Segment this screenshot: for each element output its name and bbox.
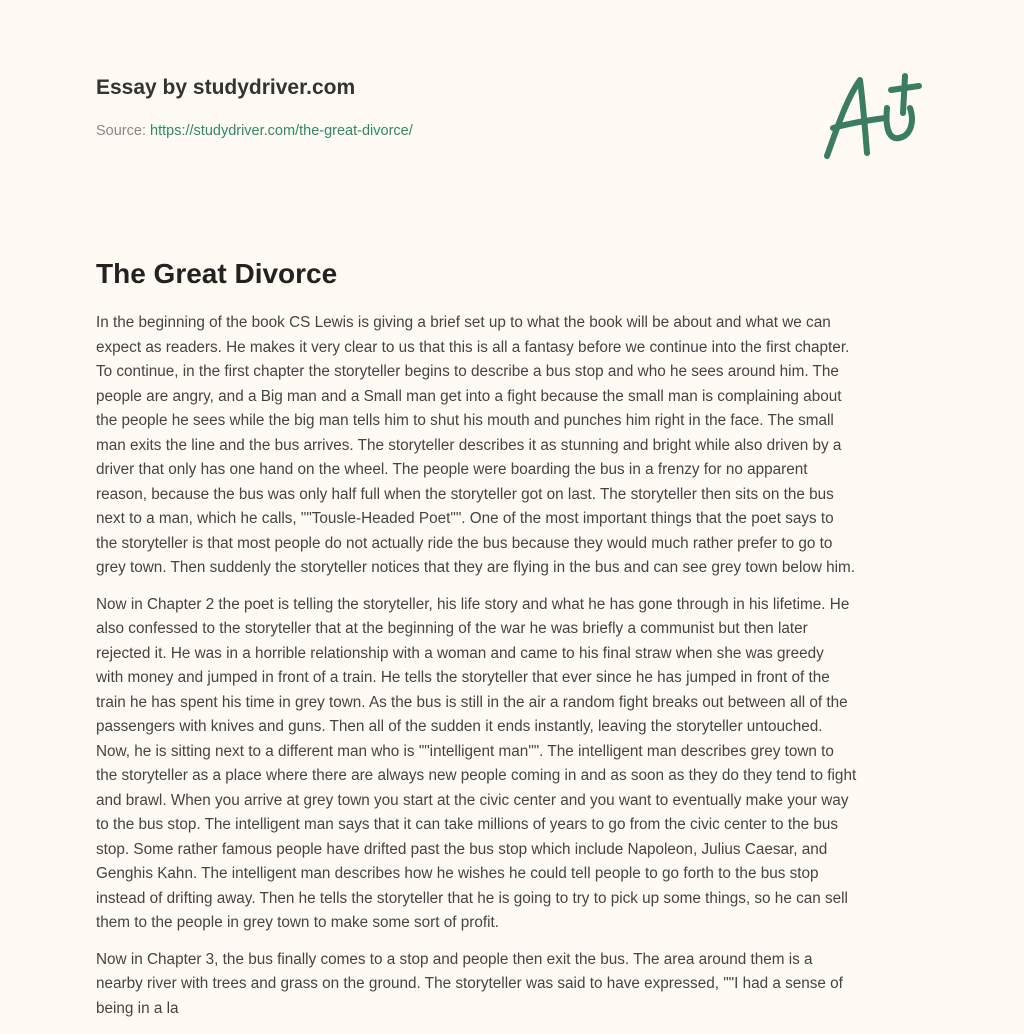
paragraph-line: with money and jumped in front of a train. He tells the storyteller that ever since he has jumped in front of the <box>96 669 830 686</box>
paragraph-line: In the beginning of the book CS Lewis is giving a brief set up to what the book will be about and what we can <box>96 314 831 331</box>
article-title: The Great Divorce <box>96 258 338 289</box>
source-label: Source: <box>96 123 146 139</box>
paragraph-line: rejected it. He was in a horrible relationship with a woman and came to his final straw when she was greedy <box>96 644 824 662</box>
paragraph-line: To continue, in the first chapter the storyteller begins to describe a bus stop and who he sees around him. The <box>96 363 839 380</box>
paragraph-line: expect as readers. He makes it very clear to us that this is all a fantasy before we continue into the first chapter. <box>96 338 850 356</box>
article-body <box>96 311 936 1033</box>
paragraph-line: instead of drifting away. Then he tells the storyteller that he is going to try to pick up some things, so he can sell <box>96 889 848 907</box>
paragraph-line: Now in Chapter 3, the bus finally comes to a stop and people then exit the bus. The area around them is a <box>96 950 813 968</box>
paragraph-line: next to a man, which he calls, ""Tousle-Headed Poet"". One of the most important things that the poet says to <box>96 510 834 527</box>
paragraph <box>96 948 936 1022</box>
paragraph-line: grey town. Then suddenly the storyteller notices that they are flying in the bus and can see grey town below him. <box>96 559 856 576</box>
paragraph-line: and brawl. When you arrive at grey town you start at the civic center and you want to eventually make your way <box>96 791 849 809</box>
paragraph-line: driver that only has one hand on the wheel. The people were boarding the bus in a frenzy for no apparent <box>96 461 808 478</box>
paragraph-line: passengers with knives and guns. Then all of the sudden it ends instantly, leaving the storyteller untouched. <box>96 718 823 735</box>
source-link[interactable]: https://studydriver.com/the-great-divorce/ <box>150 123 413 139</box>
paragraph-line: nearby river with trees and grass on the ground. The storyteller was said to have expressed, ""I had a sense of <box>96 975 843 992</box>
paragraph-line: the people he sees while the big man tells him to shut his mouth and punches him right in the face. The small <box>96 412 834 429</box>
paragraph-line: Now, he is sitting next to a different man who is ""intelligent man"". The intelligent man describes grey town to <box>96 742 834 760</box>
site-title: Essay by studydriver.com <box>96 76 356 99</box>
a-plus-logo-icon <box>815 68 930 168</box>
paragraph-line: them to the people in grey town to make some sort of profit. <box>96 914 500 931</box>
paragraph-line: the storyteller as a place where there are always new people coming in and as soon as they do they tend to fight <box>96 767 857 784</box>
paragraph-line: reason, because the bus was only half full when the storyteller got on last. The storyteller then sits on the bus <box>96 485 834 503</box>
paragraph-line: also confessed to the storyteller that at the beginning of the war he was briefly a communist but then later <box>96 620 808 637</box>
paragraph-line: man exits the line and the bus arrives. The storyteller describes it as stunning and bright while also driven by a <box>96 436 842 454</box>
paragraph <box>96 593 936 936</box>
paragraph-line: to the bus stop. The intelligent man says that it can take millions of years to go from the civic center to the bus <box>96 816 838 833</box>
paragraph-line: people are angry, and a Big man and a Small man get into a fight because the small man is complaining about <box>96 387 842 405</box>
paragraph-line: Now in Chapter 2 the poet is telling the storyteller, his life story and what he has gone through in his lifetime. He <box>96 595 850 613</box>
paragraph-line: train he has spent his time in grey town. As the bus is still in the air a random fight breaks out between all of the <box>96 693 848 711</box>
source-line <box>96 123 413 139</box>
paragraph-line: being in a la <box>96 999 179 1017</box>
paragraph-line: stop. Some rather famous people have drifted past the bus stop which include Napoleon, Julius Caesar, and <box>96 840 828 858</box>
paragraph <box>96 311 936 581</box>
paragraph-line: the storyteller is that most people do not actually ride the bus because they would much rather prefer to go to <box>96 534 833 552</box>
paragraph-line: Genghis Kahn. The intelligent man describes how he wishes he could tell people to go forth to the bus stop <box>96 865 819 882</box>
